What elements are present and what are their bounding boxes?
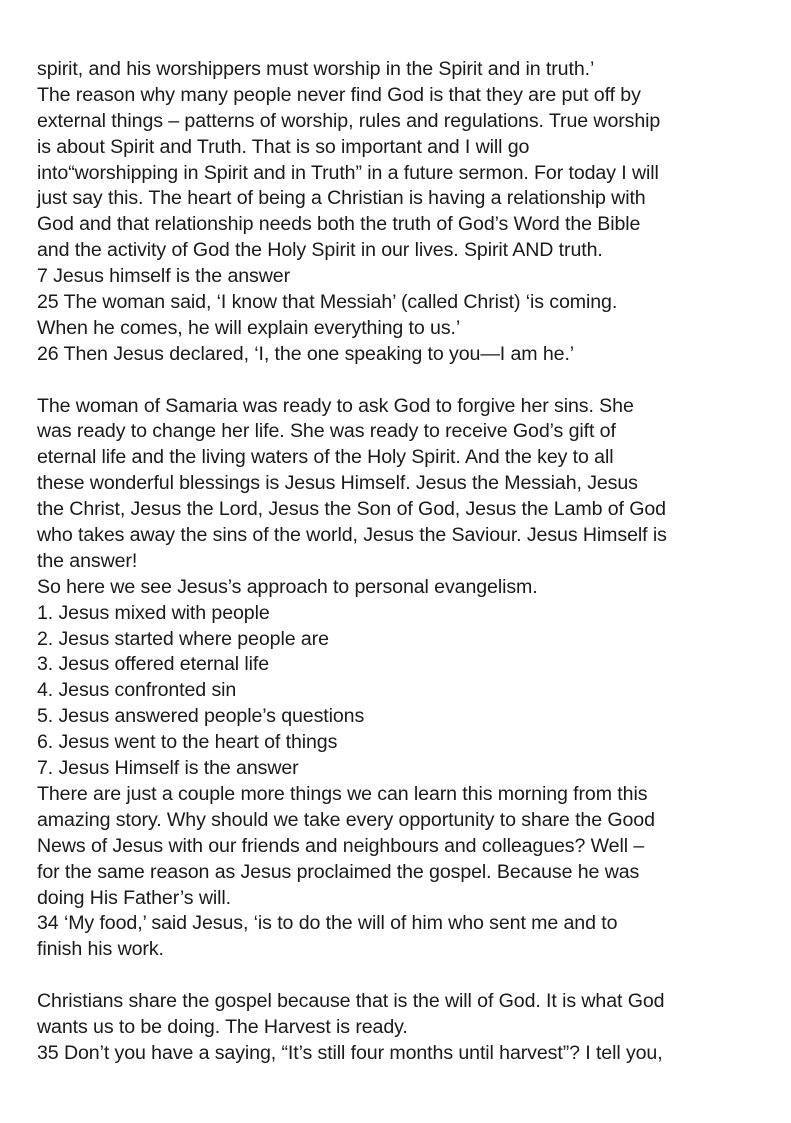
list-item: 3. Jesus offered eternal life bbox=[37, 653, 270, 676]
text-line: who takes away the sins of the world, Jesus the Saviour. Jesus Himself is bbox=[37, 524, 667, 547]
text-line: News of Jesus with our friends and neighbours and colleagues? Well – bbox=[37, 834, 645, 857]
text-line: God and that relationship needs both the truth of God’s Word the Bible bbox=[37, 213, 641, 236]
list-item: 7. Jesus Himself is the answer bbox=[37, 757, 299, 780]
list-item: 4. Jesus confronted sin bbox=[37, 679, 237, 702]
list-item: 6. Jesus went to the heart of things bbox=[37, 731, 338, 754]
text-line: into“worshipping in Spirit and in Truth” in a future sermon. For today I will bbox=[37, 161, 659, 184]
text-line: for the same reason as Jesus proclaimed the gospel. Because he was bbox=[37, 860, 640, 883]
scripture-line: 35 Don’t you have a saying, “It’s still four months until harvest”? I tell you, bbox=[37, 1041, 663, 1064]
scripture-line: 25 The woman said, ‘I know that Messiah’ (called Christ) ‘is coming. bbox=[37, 291, 618, 314]
list-item: 1. Jesus mixed with people bbox=[37, 601, 270, 624]
text-line: and the activity of God the Holy Spirit in our lives. Spirit AND truth. bbox=[37, 239, 603, 262]
paragraph-break bbox=[37, 368, 767, 394]
text-line: external things – patterns of worship, rules and regulations. True worship bbox=[37, 109, 661, 132]
text-line: wants us to be doing. The Harvest is ready. bbox=[37, 1015, 408, 1038]
section-heading: 7 Jesus himself is the answer bbox=[37, 265, 291, 288]
paragraph-break bbox=[37, 963, 767, 989]
body-text bbox=[37, 57, 767, 1067]
scripture-line: 26 Then Jesus declared, ‘I, the one speaking to you—I am he.’ bbox=[37, 342, 575, 365]
text-line: Christians share the gospel because that is the will of God. It is what God bbox=[37, 990, 665, 1013]
text-line: The woman of Samaria was ready to ask God to forgive her sins. She bbox=[37, 394, 634, 417]
text-line: the Christ, Jesus the Lord, Jesus the Son of God, Jesus the Lamb of God bbox=[37, 498, 666, 521]
text-line: these wonderful blessings is Jesus Himself. Jesus the Messiah, Jesus bbox=[37, 472, 638, 495]
text-line: There are just a couple more things we can learn this morning from this bbox=[37, 782, 648, 805]
text-line: doing His Father’s will. bbox=[37, 886, 231, 909]
text-line: is about Spirit and Truth. That is so important and I will go bbox=[37, 135, 530, 158]
scripture-line: When he comes, he will explain everything to us.’ bbox=[37, 316, 461, 339]
text-line: spirit, and his worshippers must worship in the Spirit and in truth.’ bbox=[37, 58, 595, 80]
text-line: was ready to change her life. She was ready to receive God’s gift of bbox=[37, 420, 616, 443]
text-line: eternal life and the living waters of the Holy Spirit. And the key to all bbox=[37, 446, 614, 469]
scripture-line: finish his work. bbox=[37, 938, 164, 961]
text-line: So here we see Jesus’s approach to personal evangelism. bbox=[37, 575, 538, 598]
text-line: just say this. The heart of being a Christian is having a relationship with bbox=[37, 187, 646, 210]
text-line: The reason why many people never find God is that they are put off by bbox=[37, 83, 641, 106]
text-line: amazing story. Why should we take every opportunity to share the Good bbox=[37, 808, 655, 831]
list-item: 5. Jesus answered people’s questions bbox=[37, 705, 365, 728]
text-line: the answer! bbox=[37, 549, 138, 572]
scripture-line: 34 ‘My food,’ said Jesus, ‘is to do the will of him who sent me and to bbox=[37, 912, 618, 935]
list-item: 2. Jesus started where people are bbox=[37, 627, 329, 650]
